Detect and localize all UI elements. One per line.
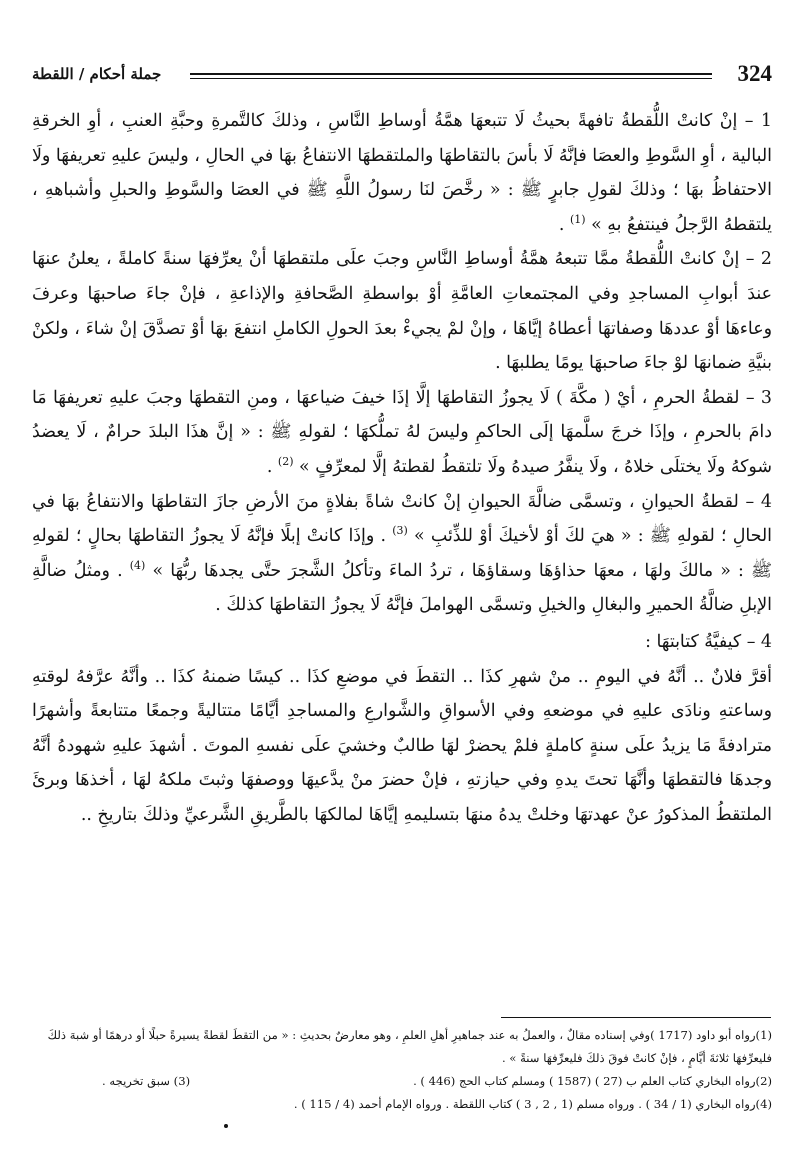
paragraph-2: 2 – إنْ كانتْ اللُّقطةُ ممَّا تتبعهُ همَّةُ أوساطِ النَّاسِ وجبَ علَى ملتقطهَا أنْ يعرِّفهَا سنةً كاملةً ، يعلنُ عنهَا عندَ أبوابِ المساجدِ وفي المجتمعاتِ العامَّةِ أوْ بواسطةِ الصَّحافةِ والإذاعةِ ، فإنْ جاءَ صاحبهَا وعرفَ وعاءهَا أوْ عددهَا وصفاتهَا أعطاهُ إيَّاهَا ، وإنْ لمْ يجيءْ بعدَ الحولِ الكاملِ انتفعَ بهَا أوْ تصدَّقَ إنْ شاءَ ، ولكنْ بنيَّةِ ضمانهَا لوْ جاءَ صاحبهَا يومًا يطلبهَا . [32,249,772,374]
paragraph-4-text-a: 4 – لقطةُ الحيوانِ ، وتسمَّى ضالَّةَ الحيوانِ إنْ كانتْ شاةً بفلاةٍ منَ الأرضِ جازَ التقاطهَا والانتفاعُ بهَا في الحالِ ؛ لقولهِ ﷺ : « هيَ لكَ أوْ لأخيكَ أوْ للذِّئبِ » [32,491,772,547]
footnote-ref-4: (4) [129,558,146,572]
footnotes [32,1024,772,1116]
paragraph-3-end: . [266,456,278,477]
body-text [32,104,772,832]
page-header [32,60,772,94]
paragraph-1 [32,104,772,242]
footnote-ref-3: (3) [392,524,408,538]
paragraph-template-text: أقرَّ فلانٌ .. أنَّهُ في اليومِ .. منْ شهرِ كذَا .. التقطَ في موضعِ كذَا .. كيسًا ضمنهُ كذَا .. وأنَّهُ عرَّفهُ لوقتهِ وساعتهِ ونادَى عليهِ في موضعهِ وفي الأسواقِ والشَّوارعِ والمساجدِ أيَّامًا متتاليةً وجمعًا متتابعةً وأشهرًا مترادفةً مَا يزيدُ علَى سنةٍ كاملةٍ فلمْ يحضرْ لهَا طالبٌ وخشيَ علَى نفسهِ الموتَ . أشهدَ عليهِ شهودهُ أنَّهُ وجدهَا فالتقطهَا وأنَّهَا تحتَ يدهِ وفي حيازتهِ ، فإنْ حضرَ منْ يدَّعيهَا ووصفهَا وثبتَ ملكهُ لهَا ، أخذهَا وبرئَ الملتقطُ المذكورُ عنْ عهدتهَا وخلتْ يدهُ منهَا بتسليمهِ إيَّاهَا لمالكهَا بالطَّريقِ الشَّرعيِّ وذلكَ بتاريخِ .. [32,666,772,825]
footnote-ref-1: (1) [569,212,586,226]
paragraph-3 [32,381,772,485]
footnote-ref-2: (2) [277,455,294,469]
page-dot-mark [224,1124,228,1128]
paragraph-4-text-b: . وإذَا كانتْ إبلًا فإنَّهُ لَا يجوزُ التقاطهَا بحالٍ ؛ لقولهِ ﷺ : « مالكَ ولهَا ، معهَا حذاؤهَا وسقاؤهَا ، تردُ الماءَ وتأكلُ الشَّجرَ حتَّى يجدهَا ربُّهَا » [32,526,772,581]
footnote-3: (3) سبق تخريجه . [102,1074,191,1088]
footnote-1: (1)رواه أبو داود (1717 )وفي إسناده مقالٌ ، والعملُ به عند جماهيرِ أهلِ العلمِ ، وهو معارضٌ بحديثِ : « من التقطَ لقطةً يسيرةً حبلًا أو درهمًا أو شبهَ ذلكَ فليعرِّفهَا ثلاثةَ أيَّامٍ ، فإنْ كانتْ فوقَ ذلكَ فليعرِّفهَا سنةً » . [47,1028,772,1065]
paragraph-3-text: 3 – لقطةُ الحرمِ ، أيْ ( مكَّةَ ) لَا يجوزُ التقاطهَا إلَّا إذَا خيفَ ضياعهَا ، ومنِ التقطهَا وجبَ عليهِ تعريفهَا مَا دامَ بالحرمِ ، وإذَا خرجَ سلَّمهَا إلَى الحاكمِ وليسَ لهُ تملُّكهَا ؛ لقولهِ ﷺ : « إنَّ هذَا البلدَ حرامٌ ، لَا يعضدُ شوكهُ ولَا يختلَى خلاهُ ، ولَا ينفَّرُ صيدهُ ولَا تلتقطُ لقطتهُ إلَّا لمعرِّفٍ » [32,387,772,477]
footnote-4: (4)رواه البخاري (1 / 34 ) . ورواه مسلم (1 , 2 , 3 ) كتاب اللقطة . ورواه الإمام أحمد (4 / 115 ) . [293,1097,772,1111]
paragraph-1-end: . [558,214,570,235]
paragraph-1-text: 1 – إنْ كانتْ اللُّقطةُ تافهةً بحيثُ لَا تتبعهَا همَّةُ أوساطِ النَّاسِ ، وذلكَ كالتَّمرةِ وحبَّةِ العنبِ ، أوِ الخرقةِ البالية ، أوِ السَّوطِ والعصَا فإنَّهُ لَا بأسَ بالتقاطهَا والملتقطهَا الانتفاعُ بهَا في الحالِ ، وليسَ عليهِ تعريفهَا ولَا الاحتفاظُ بهَا ؛ وذلكَ لقولِ جابرٍ ﷺ : « رخَّصَ لنَا رسولُ اللَّهِ ﷺ في العصَا والسَّوطِ والحبلِ وأشباههِ ، يلتقطهُ الرَّجلُ فينتفعُ بهِ » [32,111,772,235]
paragraph-4-text-c: . ومثلُ ضالَّةِ الإبلِ ضالَّةُ الحميرِ والبغالِ والخيلِ وتسمَّى الهواملَ فإنَّهُ لَا يجوزُ التقاطهَا كذلكَ . [32,560,772,616]
running-title: جملة أحكام / اللقطة [32,65,162,83]
footnote-separator [501,1017,771,1018]
header-rule [190,73,712,75]
header-rule-thin [190,78,712,79]
footnote-row-2-3 [32,1070,772,1093]
page-number: 324 [737,61,772,86]
section-heading-writing: 4 – كيفيَّةُ كتابتهَا : [645,631,772,652]
footnote-2: (2)رواه البخاري كتاب العلم ب (27 ) (1587 ) ومسلم كتاب الحج (446 ) . [413,1074,772,1088]
paragraph-4 [32,485,772,623]
